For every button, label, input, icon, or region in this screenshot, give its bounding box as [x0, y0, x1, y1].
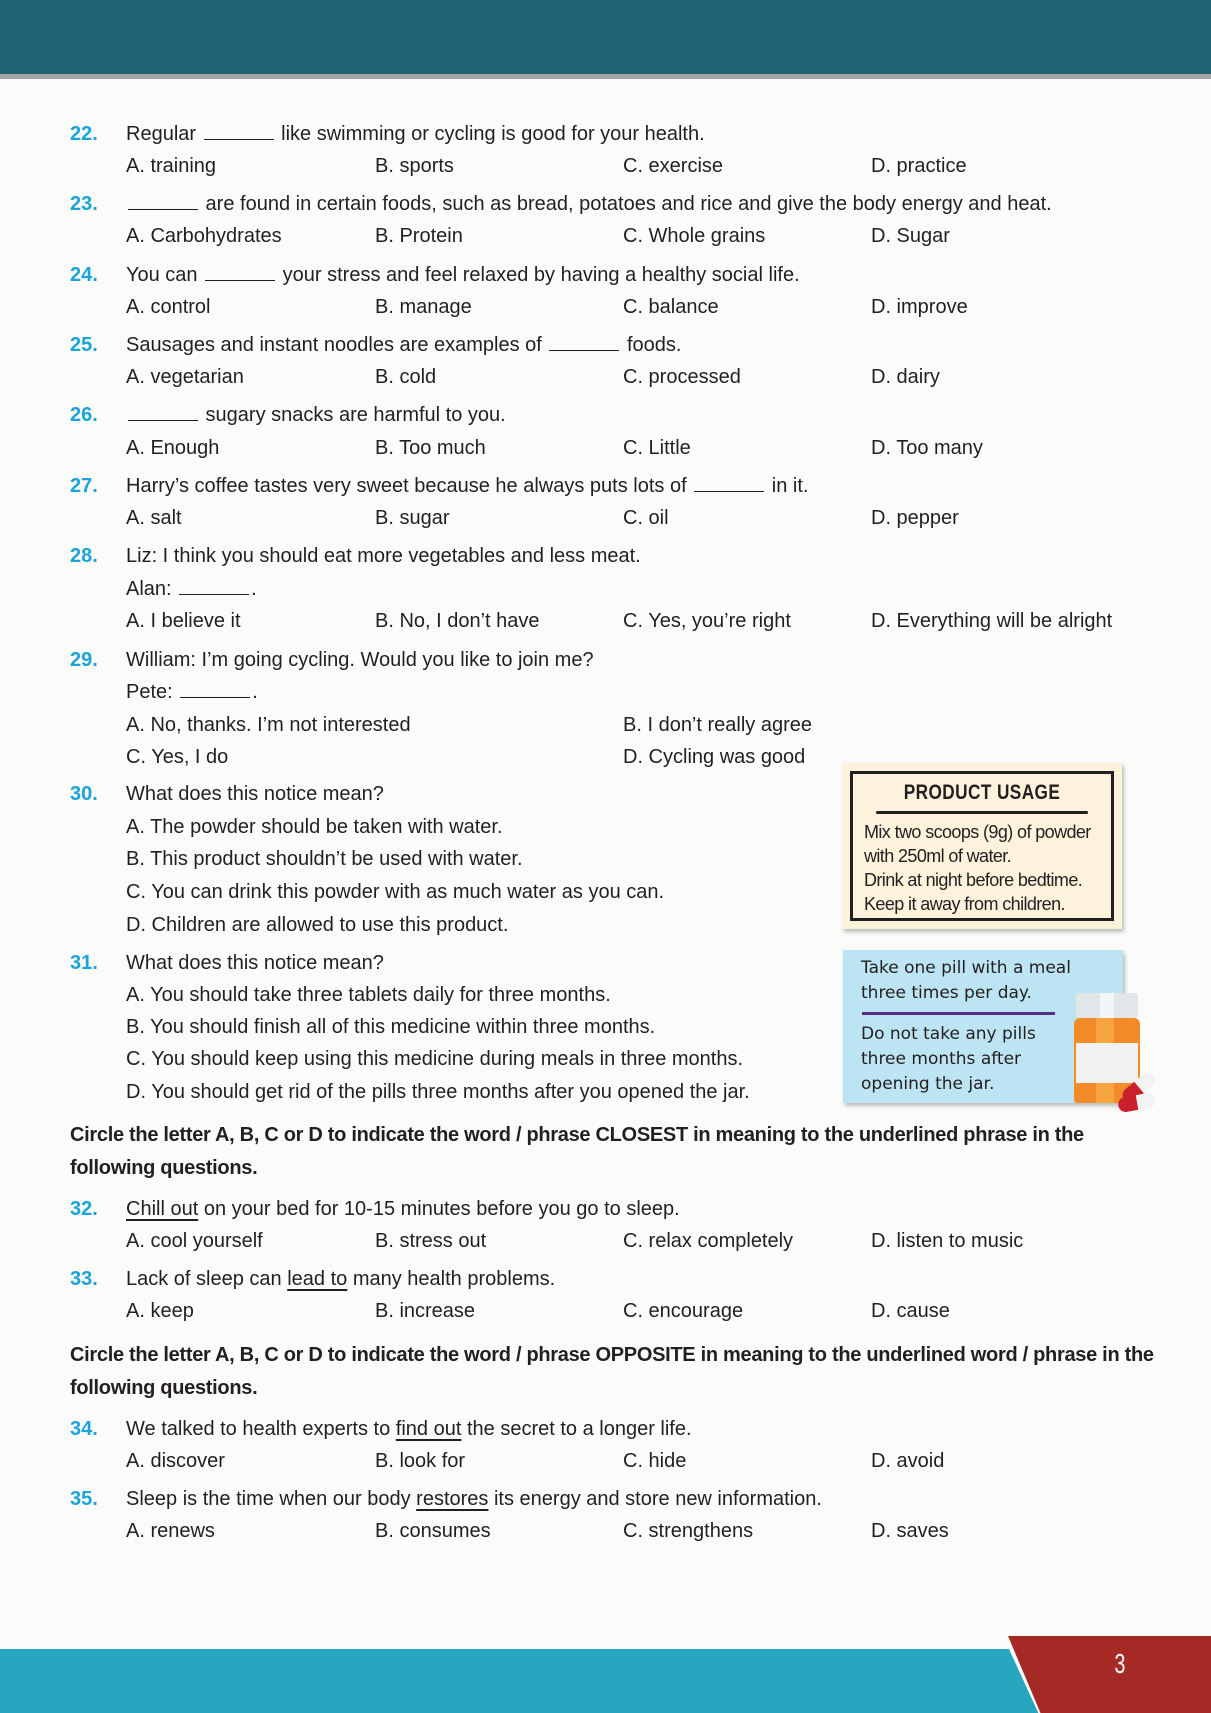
- question-number: 25.: [70, 334, 98, 356]
- question-stem: What does this notice mean?: [126, 783, 384, 805]
- question-stem: We talked to health experts to find out the secret to a longer life.: [126, 1418, 692, 1440]
- underlined-phrase: find out: [395, 1418, 462, 1440]
- question-number: 27.: [70, 475, 98, 497]
- option-c: C. Whole grains: [623, 225, 766, 247]
- option-b: B. You should finish all of this medicine within three months.: [126, 1016, 656, 1038]
- page-number: 3: [1114, 1648, 1126, 1679]
- option-b: B. stress out: [375, 1230, 487, 1252]
- underlined-phrase: Chill out: [126, 1198, 199, 1220]
- option-c: C. oil: [623, 507, 669, 529]
- pill-notice: Take one pill with a meal three times per day. Do not take any pills three months after opening the jar.: [843, 950, 1123, 1103]
- option-d: D. cause: [871, 1300, 950, 1322]
- answer-blank: [128, 193, 198, 210]
- option-a: A. cool yourself: [126, 1230, 263, 1252]
- answer-blank: [205, 264, 275, 281]
- option-b: B. sports: [375, 155, 454, 177]
- option-d: D. You should get rid of the pills three months after you opened the jar.: [126, 1081, 750, 1103]
- notice-body: Mix two scoops (9g) of powder with 250ml of water. Drink at night before bedtime. Keep it away from children.: [864, 822, 1091, 914]
- option-a: A. salt: [126, 507, 182, 529]
- option-a: A. You should take three tablets daily for three months.: [126, 984, 611, 1006]
- option-c: C. You can drink this powder with as much water as you can.: [126, 881, 665, 903]
- option-d: D. practice: [871, 155, 967, 177]
- question-number: 30.: [70, 783, 98, 805]
- product-usage-notice: [842, 763, 1122, 929]
- answer-blank: [204, 123, 274, 140]
- question-number: 23.: [70, 193, 98, 215]
- option-a: A. No, thanks. I’m not interested: [126, 714, 411, 736]
- underlined-phrase: restores: [416, 1488, 489, 1510]
- question-number: 24.: [70, 264, 98, 286]
- answer-blank: [179, 578, 249, 595]
- answer-blank: [128, 404, 198, 421]
- question-stem: Chill out on your bed for 10-15 minutes before you go to sleep.: [126, 1198, 680, 1220]
- notice-divider: [862, 1012, 1055, 1015]
- question-number: 32.: [70, 1198, 98, 1220]
- header-band: [0, 0, 1211, 74]
- option-c: C. strengthens: [623, 1520, 754, 1542]
- question-stem: Sleep is the time when our body restores its energy and store new information.: [126, 1488, 822, 1510]
- option-c: C. Little: [623, 437, 691, 459]
- question-number: 33.: [70, 1268, 98, 1290]
- option-a: A. renews: [126, 1520, 215, 1542]
- option-c: C. processed: [623, 366, 741, 388]
- option-a: A. I believe it: [126, 610, 241, 632]
- option-d: D. improve: [871, 296, 968, 318]
- question-stem: Sausages and instant noodles are examples of foods.: [126, 334, 682, 356]
- option-a: A. Carbohydrates: [126, 225, 282, 247]
- option-c: C. hide: [623, 1450, 687, 1472]
- instruction-opposite: Circle the letter A, B, C or D to indicate the word / phrase OPPOSITE in meaning to the underlined word / phrase in the following questions.: [70, 1344, 1154, 1399]
- option-b: B. This product shouldn’t be used with water.: [126, 848, 523, 870]
- question-number: 22.: [70, 123, 98, 145]
- option-a: A. training: [126, 155, 217, 177]
- question-stem: Lack of sleep can lead to many health problems.: [126, 1268, 556, 1290]
- question-number: 29.: [70, 649, 98, 671]
- option-b: B. cold: [375, 366, 437, 388]
- instruction-closest: Circle the letter A, B, C or D to indicate the word / phrase CLOSEST in meaning to the underlined phrase in the following questions.: [70, 1124, 1084, 1179]
- question-stem: Liz: I think you should eat more vegetables and less meat.: [126, 545, 641, 567]
- question-stem: Harry’s coffee tastes very sweet because he always puts lots of in it.: [126, 475, 809, 497]
- answer-blank: [180, 681, 250, 698]
- option-b: B. Too much: [375, 437, 486, 459]
- option-d: D. listen to music: [871, 1230, 1024, 1252]
- option-b: B. look for: [375, 1450, 466, 1472]
- header-rule: [0, 74, 1211, 79]
- option-d: D. Too many: [871, 437, 983, 459]
- question-stem: You can your stress and feel relaxed by having a healthy social life.: [126, 264, 800, 286]
- option-c: C. Yes, you’re right: [623, 610, 791, 632]
- notice-title: PRODUCT USAGE: [876, 774, 1088, 814]
- question-number: 26.: [70, 404, 98, 426]
- question-number: 34.: [70, 1418, 98, 1440]
- option-b: B. increase: [375, 1300, 476, 1322]
- option-c: C. relax completely: [623, 1230, 794, 1252]
- option-d: D. avoid: [871, 1450, 945, 1472]
- question-stem: What does this notice mean?: [126, 952, 384, 974]
- option-d: D. dairy: [871, 366, 940, 388]
- option-b: B. I don’t really agree: [623, 714, 812, 736]
- option-b: B. sugar: [375, 507, 450, 529]
- option-a: A. keep: [126, 1300, 194, 1322]
- option-d: D. pepper: [871, 507, 959, 529]
- option-a: A. The powder should be taken with water.: [126, 816, 503, 838]
- option-a: A. control: [126, 296, 211, 318]
- option-b: B. manage: [375, 296, 472, 318]
- question-number: 31.: [70, 952, 98, 974]
- option-d: D. saves: [871, 1520, 949, 1542]
- option-d: D. Everything will be alright: [871, 610, 1113, 632]
- option-b: B. consumes: [375, 1520, 491, 1542]
- option-a: A. discover: [126, 1450, 225, 1472]
- underlined-phrase: lead to: [287, 1268, 348, 1290]
- option-a: A. Enough: [126, 437, 220, 459]
- option-d: D. Sugar: [871, 225, 950, 247]
- option-c: C. Yes, I do: [126, 746, 229, 768]
- option-b: B. Protein: [375, 225, 463, 247]
- option-d: D. Cycling was good: [623, 746, 806, 768]
- option-a: A. vegetarian: [126, 366, 244, 388]
- option-b: B. No, I don’t have: [375, 610, 540, 632]
- question-stem: Regular like swimming or cycling is good for your health.: [126, 123, 705, 145]
- option-c: C. balance: [623, 296, 719, 318]
- option-c: C. exercise: [623, 155, 724, 177]
- answer-blank: [549, 334, 619, 351]
- answer-blank: [694, 475, 764, 492]
- option-c: C. You should keep using this medicine during meals in three months.: [126, 1048, 744, 1070]
- question-number: 28.: [70, 545, 98, 567]
- option-d: D. Children are allowed to use this product.: [126, 914, 509, 936]
- question-stem: William: I’m going cycling. Would you like to join me?: [126, 649, 594, 671]
- question-stem: sugary snacks are harmful to you.: [126, 403, 506, 427]
- question-number: 35.: [70, 1488, 98, 1510]
- question-stem: are found in certain foods, such as bread, potatoes and rice and give the body energy and heat.: [126, 192, 1052, 216]
- option-c: C. encourage: [623, 1300, 744, 1322]
